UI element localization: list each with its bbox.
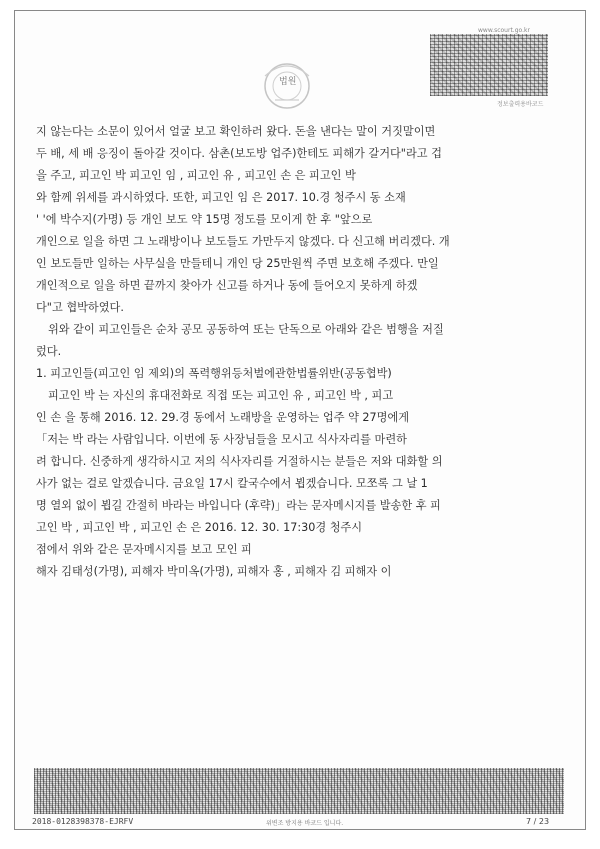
seal-label: 법원 [279, 77, 297, 87]
section-heading: 1. 피고인들(피고인 임 제외)의 폭력행위등처벌에관한법률위반(공동협박) [36, 367, 392, 380]
body-line: 렀다. [36, 345, 62, 358]
body-line: 두 배, 세 배 응징이 돌아갈 것이다. 삼촌(보도방 업주)한테도 피해가 갈거다"라고 겁 [36, 147, 442, 160]
body-line: 점에서 위와 같은 문자메시지를 보고 모인 피 [36, 543, 252, 556]
body-line: 피고인 박 는 자신의 휴대전화로 직접 또는 피고인 유 , 피고인 박 , 피고 [48, 389, 394, 402]
site-url: www.scourt.go.kr [478, 27, 530, 34]
body-line: 인 손 을 통해 2016. 12. 29.경 동에서 노래방을 운영하는 업주 약 27명에게 [36, 411, 410, 424]
security-barcode [34, 768, 564, 814]
body-line: 명 열외 없이 뵙길 간절히 바라는 바입니다 (후략)」라는 문자메시지를 발송한 후 피 [36, 499, 441, 512]
body-text [36, 121, 554, 583]
body-line: 「저는 박 라는 사람입니다. 이번에 동 사장님들을 모시고 식사자리를 마련하 [36, 433, 407, 446]
body-line: 와 함께 위세를 과시하였다. 또한, 피고인 임 은 2017. 10.경 청주시 동 소재 [36, 191, 406, 204]
body-line: ' '에 박수지(가명) 등 개인 보도 약 15명 정도를 모이게 한 후 "앞으로 [36, 213, 373, 226]
body-line: 지 않는다는 소문이 있어서 얼굴 보고 확인하러 왔다. 돈을 낸다는 말이 거짓말이면 [36, 125, 436, 138]
page-number: 7 / 23 [526, 817, 550, 826]
body-line: 려 합니다. 신중하게 생각하시고 저의 식사자리를 거절하시는 분들은 저와 대화할 의 [36, 455, 443, 468]
body-line: 인 보도들만 일하는 사무실을 만들테니 개인 당 25만원씩 주면 보호해 주겠다. 만일 [36, 257, 439, 270]
body-line: 사가 없는 걸로 알겠습니다. 금요일 17시 칼국수에서 뵙겠습니다. 모쪼록 그 날 1 [36, 477, 428, 490]
body-line: 다"고 협박하였다. [36, 301, 124, 314]
body-line: 개인으로 일을 하면 그 노래방이나 보도들도 가만두지 않겠다. 다 신고해 버리겠다. 개 [36, 235, 450, 248]
qr-caption: 정보출력용바코드 [497, 101, 544, 108]
body-line: 위와 같이 피고인들은 순차 공모 공동하여 또는 단독으로 아래와 같은 범행을 저질 [48, 323, 444, 336]
document-number: 2018-0128398378-EJRFV [32, 817, 134, 826]
body-line: 개인적으로 일을 하면 끝까지 찾아가 신고를 하거나 동에 들어오지 못하게 하겠 [36, 279, 418, 292]
body-line: 을 주고, 피고인 박 피고인 임 , 피고인 유 , 피고인 손 은 피고인 박 [36, 169, 356, 182]
body-line: 고인 박 , 피고인 박 , 피고인 손 은 2016. 12. 30. 17:30경 청주시 [36, 521, 363, 534]
barcode-notice: 위변조 방지용 바코드 입니다. [266, 820, 344, 827]
qr-code [430, 34, 548, 96]
body-line: 해자 김태성(가명), 피해자 박미옥(가명), 피해자 홍 , 피해자 김 피해자 이 [36, 565, 392, 578]
